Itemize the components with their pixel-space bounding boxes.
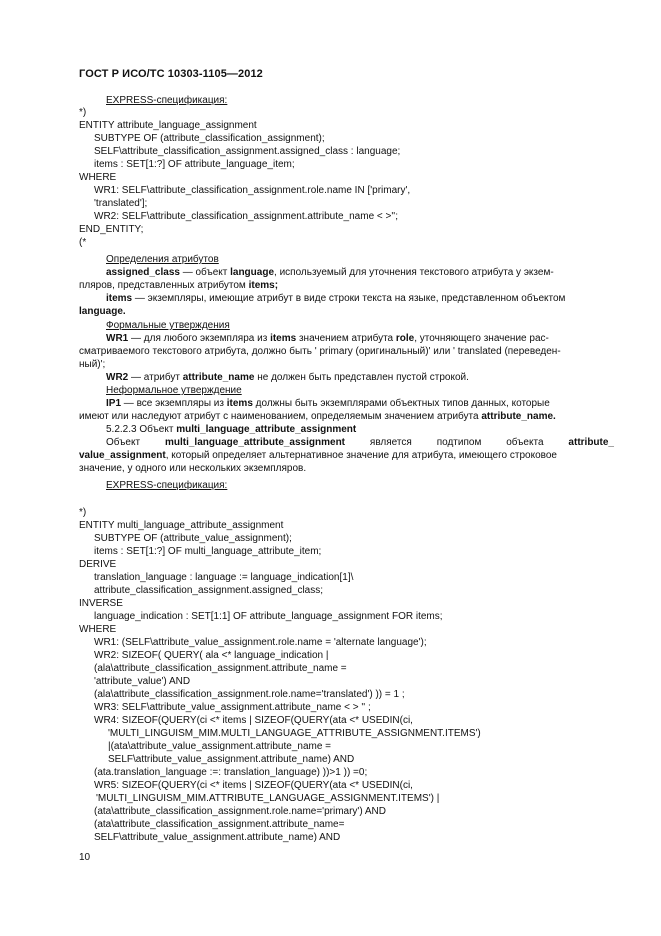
text: значением атрибута [296, 333, 396, 344]
code-line: *) [79, 107, 87, 118]
formal-wr1-cont: сматриваемого текстового атрибута, должно быть ' primary (оригинальный)' или ' translated (переведен- [79, 346, 561, 357]
text: Объект [106, 437, 141, 448]
term: attribute_ [568, 437, 614, 448]
term: items [270, 333, 297, 344]
text: 5.2.2.3 Объект [106, 424, 177, 435]
code-line: WR2: SELF\attribute_classification_assignment.attribute_name < >''; [94, 211, 398, 222]
attr-def-assigned-class-cont [79, 280, 278, 292]
code-line: *) [79, 507, 87, 518]
term: assigned_class [106, 267, 180, 278]
formal-wr2 [106, 372, 469, 384]
code-line: items : SET[1:?] OF multi_language_attribute_item; [94, 546, 322, 557]
term: items [106, 293, 133, 304]
attr-def-items-end: language. [79, 306, 126, 317]
informal-ip1-cont [79, 411, 556, 423]
text: — объект [179, 267, 231, 278]
code-line: SUBTYPE OF (attribute_value_assignment); [94, 533, 292, 544]
term: WR2 [106, 372, 129, 383]
term: value_assignment [79, 450, 166, 461]
text: , который определяет альтернативное значение для атрибута, имеющего строковое [165, 450, 557, 461]
code-line: WR1: (SELF\attribute_value_assignment.role.name = 'alternate language'); [94, 637, 427, 648]
code-line: (ala\attribute_classification_assignment.role.name='translated') )) = 1 ; [94, 689, 405, 700]
code-line: WHERE [79, 624, 117, 635]
code-line: WR5: SIZEOF(QUERY(ci <* items | SIZEOF(QUERY(ata <* USEDIN(ci, [94, 780, 413, 791]
term: multi_language_attribute_assignment [176, 424, 357, 435]
code-line: (ata\attribute_classification_assignment.role.name='primary') AND [94, 806, 387, 817]
code-line: DERIVE [79, 559, 117, 570]
term: role [395, 333, 415, 344]
formal-wr1-cont: ный)'; [79, 359, 106, 370]
text: — для любого экземпляра из [128, 333, 271, 344]
code-line: (ala\attribute_classification_assignment.attribute_name = [94, 663, 347, 674]
code-line: 'attribute_value') AND [94, 676, 191, 687]
text: должны быть экземплярами объектных типов данных, которые [252, 398, 550, 409]
code-line: WR1: SELF\attribute_classification_assignment.role.name IN ['primary', [94, 185, 411, 196]
code-line: attribute_classification_assignment.assigned_class; [94, 585, 324, 596]
code-line: SELF\attribute_value_assignment.attribute_name) AND [108, 754, 355, 765]
term: multi_language_attribute_assignment [164, 437, 346, 448]
code-line: 'translated']; [94, 198, 148, 209]
express-spec-heading: EXPRESS-спецификация: [106, 95, 228, 106]
text: пляров, представленных атрибутом [79, 280, 249, 291]
code-line: SUBTYPE OF (attribute_classification_assignment); [94, 133, 325, 144]
text: — все экземпляры из [121, 398, 227, 409]
section-paragraph-line3: значение, у одного или нескольких экземпляров. [79, 463, 307, 474]
term: items [226, 398, 253, 409]
code-line: (* [79, 237, 87, 248]
section-title [106, 424, 356, 436]
term: IP1 [106, 398, 122, 409]
code-line: SELF\attribute_classification_assignment.assigned_class : language; [94, 146, 401, 157]
express-spec-heading: EXPRESS-спецификация: [106, 480, 228, 491]
code-line: WHERE [79, 172, 117, 183]
document-header: ГОСТ Р ИСО/ТС 10303-1105—2012 [79, 68, 263, 80]
code-line: (ata.translation_language :=: translation_language) ))>1 )) =0; [94, 767, 368, 778]
text: , используемый для уточнения текстового атрибута у экзем- [274, 267, 554, 278]
code-line: |(ata\attribute_value_assignment.attribute_name = [108, 741, 332, 752]
code-line: WR3: SELF\attribute_value_assignment.attribute_name < > '' ; [94, 702, 371, 713]
code-line: 'MULTI_LINGUISM_MIM.ATTRIBUTE_LANGUAGE_ASSIGNMENT.ITEMS') | [96, 793, 440, 804]
text: имеют или наследуют атрибут с наименованием, определяемым значением атрибута [79, 411, 482, 422]
code-line: language_indication : SET[1:1] OF attribute_language_assignment FOR items; [94, 611, 443, 622]
page-number: 10 [79, 852, 91, 863]
code-line: items : SET[1:?] OF attribute_language_item; [94, 159, 295, 170]
text: объекта [506, 437, 544, 448]
term: items; [248, 280, 279, 291]
code-line: 'MULTI_LINGUISM_MIM.MULTI_LANGUAGE_ATTRIBUTE_ASSIGNMENT.ITEMS') [108, 728, 481, 739]
formal-wr1 [106, 333, 549, 345]
code-line: (ata\attribute_classification_assignment.attribute_name= [94, 819, 345, 830]
code-line: END_ENTITY; [79, 224, 144, 235]
code-line: WR4: SIZEOF(QUERY(ci <* items | SIZEOF(QUERY(ata <* USEDIN(ci, [94, 715, 413, 726]
code-line: WR2: SIZEOF( QUERY( ala <* language_indication | [94, 650, 329, 661]
code-line: ENTITY multi_language_attribute_assignment [79, 520, 284, 531]
text: подтипом [436, 437, 482, 448]
attributes-heading: Определения атрибутов [106, 254, 219, 265]
text: — экземпляры, имеющие атрибут в виде строки текста на языке, представленном объектом [132, 293, 566, 304]
term: language [230, 267, 275, 278]
text: — атрибут [128, 372, 183, 383]
informal-ip1 [106, 398, 550, 410]
attr-def-items [106, 293, 565, 305]
code-line: SELF\attribute_value_assignment.attribute_name) AND [94, 832, 341, 843]
section-paragraph-line2 [79, 450, 557, 462]
text: , уточняющего значение рас- [414, 333, 549, 344]
term: attribute_name [182, 372, 255, 383]
text: является [369, 437, 412, 448]
section-paragraph-line1 [106, 437, 614, 449]
attr-def-assigned-class [106, 267, 554, 279]
code-line: ENTITY attribute_language_assignment [79, 120, 257, 131]
formal-heading: Формальные утверждения [106, 320, 230, 331]
text: не должен быть представлен пустой строкой. [254, 372, 469, 383]
informal-heading: Неформальное утверждение [106, 385, 242, 396]
term: WR1 [106, 333, 129, 344]
code-line: translation_language : language := language_indication[1]\ [94, 572, 354, 583]
term: attribute_name. [481, 411, 556, 422]
code-line: INVERSE [79, 598, 123, 609]
